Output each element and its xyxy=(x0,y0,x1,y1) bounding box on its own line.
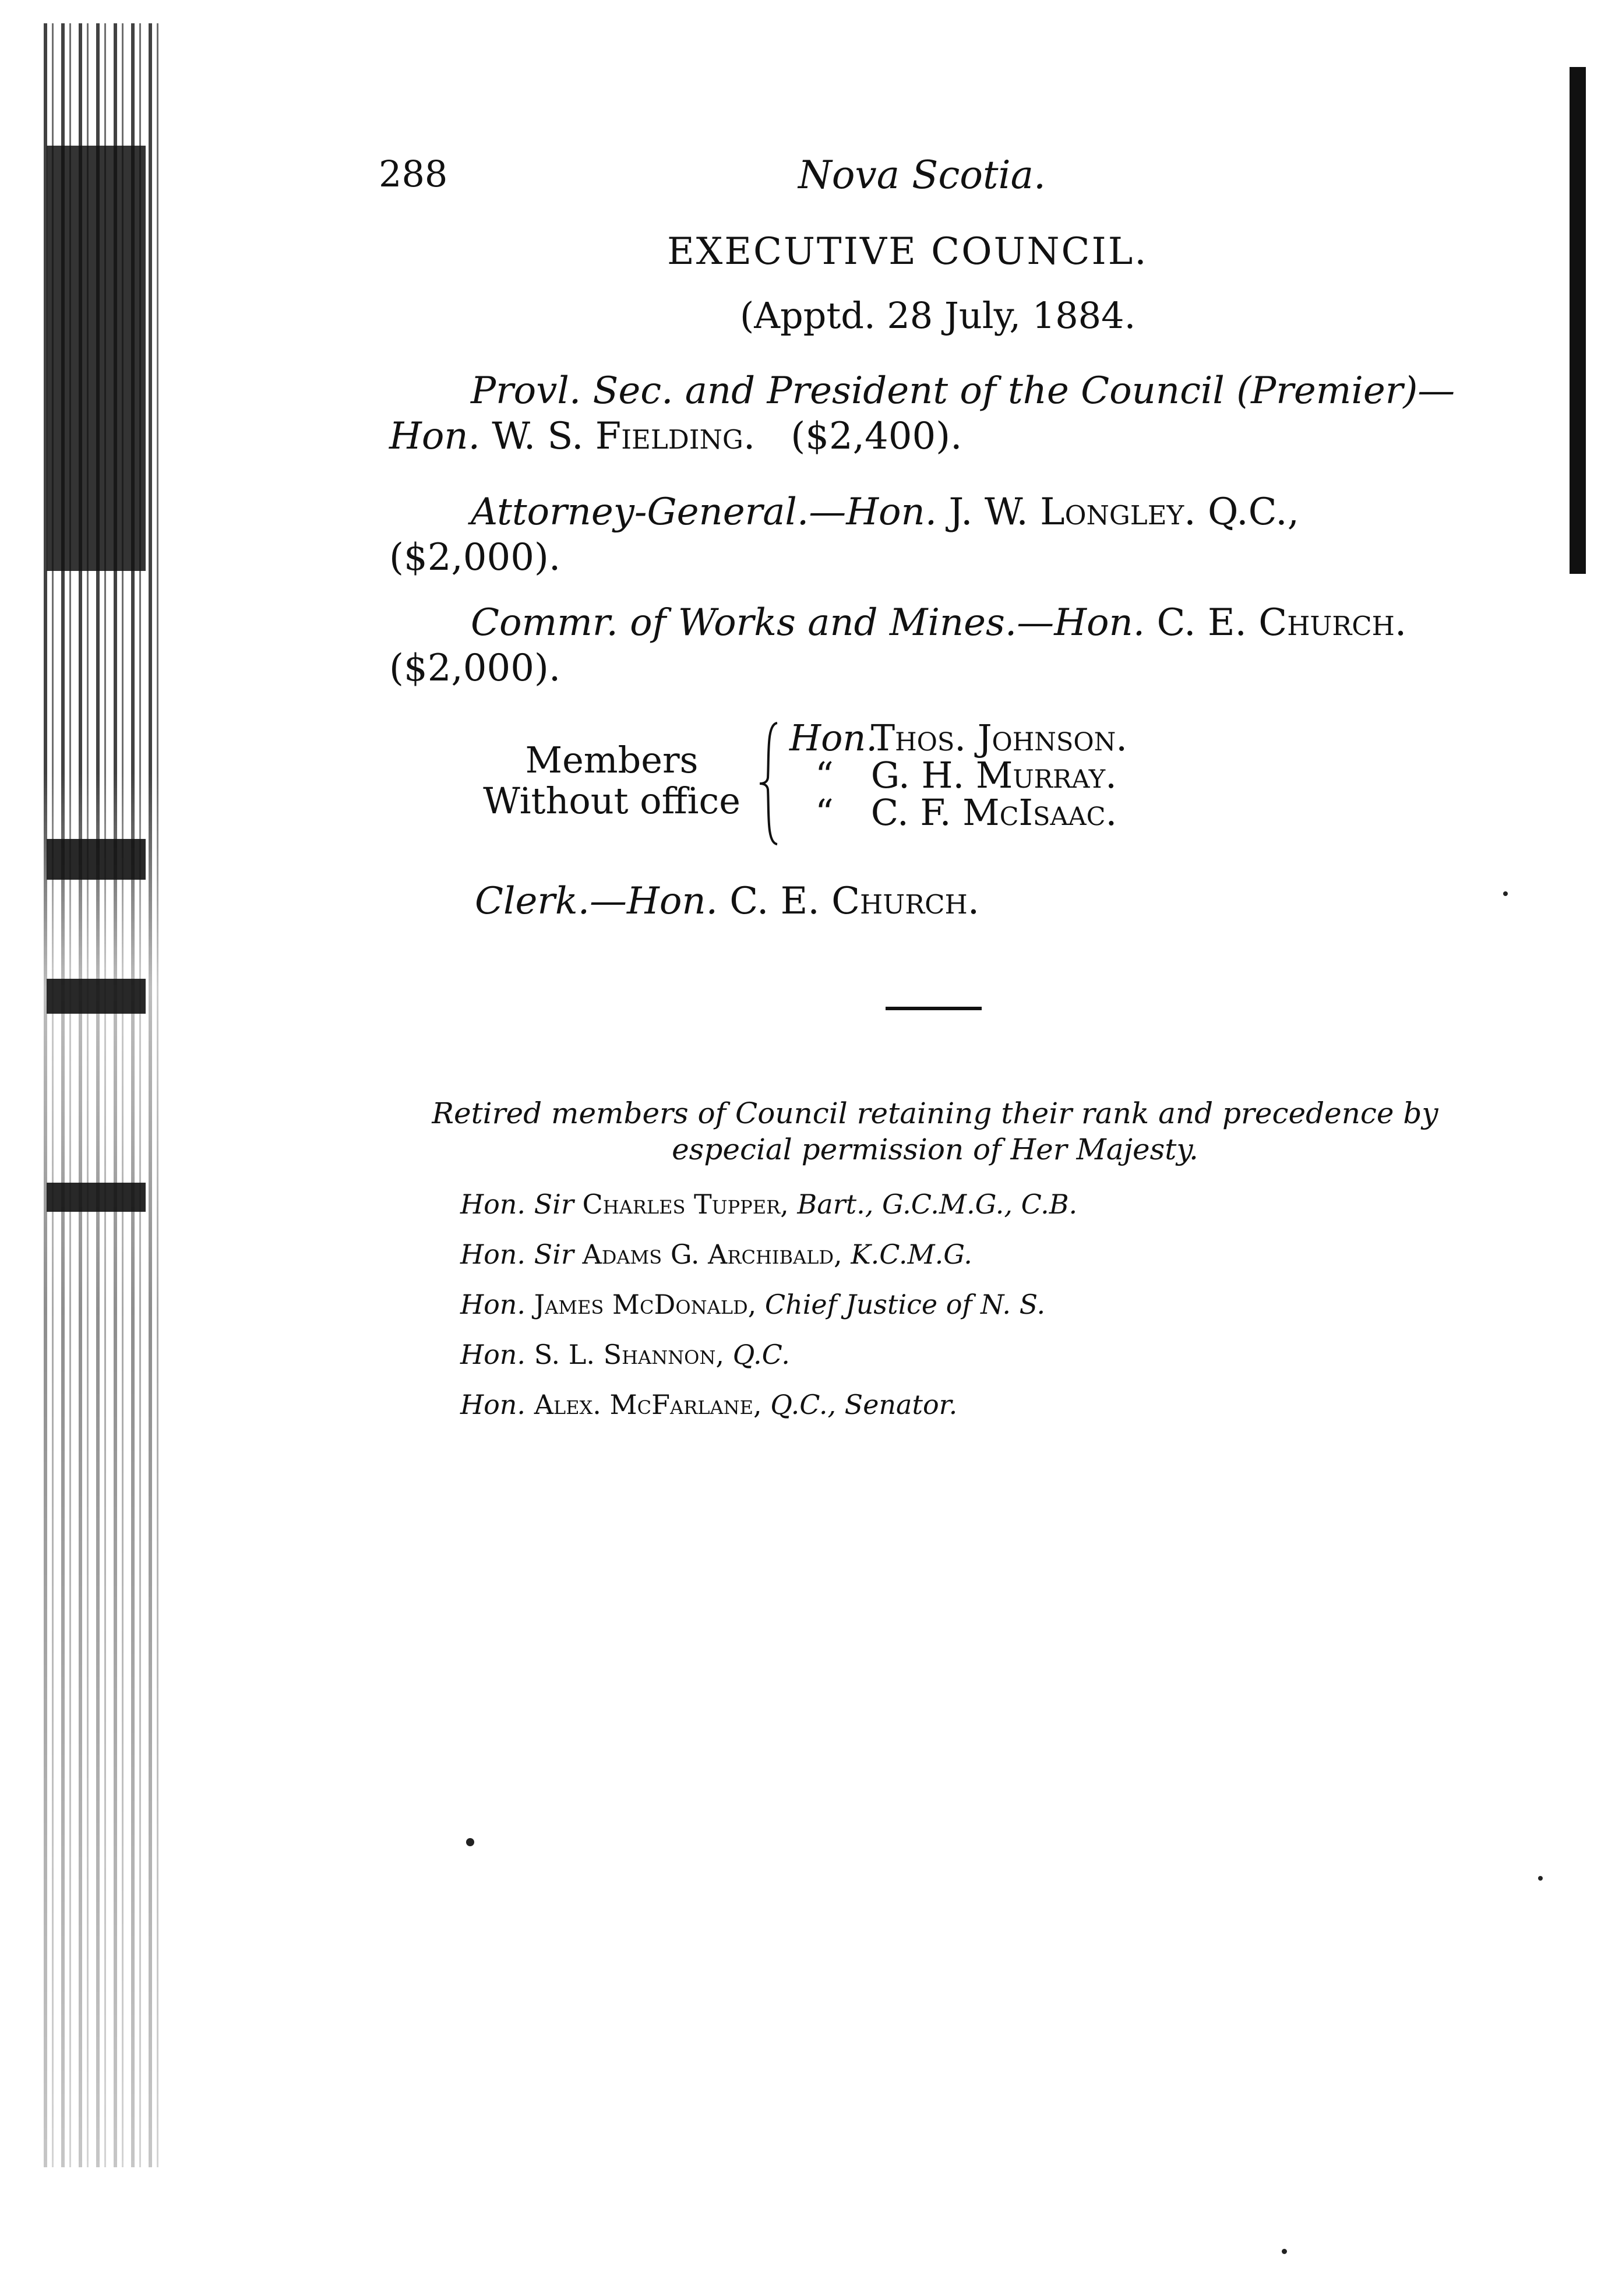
list-item: “ C. F. McIsaac. xyxy=(815,791,1117,834)
scan-artifact-block xyxy=(47,839,146,880)
retired-members-list xyxy=(460,1188,1077,1439)
brace-icon xyxy=(757,720,781,848)
scan-speck xyxy=(1503,891,1508,896)
scan-speck xyxy=(1538,1876,1543,1881)
section-heading: EXECUTIVE COUNCIL. xyxy=(667,230,1148,273)
scan-speck xyxy=(466,1838,474,1846)
section-divider xyxy=(886,1007,982,1010)
council-entry-works-mines xyxy=(389,600,1473,691)
scan-artifact-block xyxy=(47,1183,146,1212)
list-item: “ G. H. Murray. xyxy=(815,754,1117,796)
page-number: 288 xyxy=(379,153,448,195)
salary: ($2,400). xyxy=(791,415,962,458)
council-entry-premier xyxy=(389,368,1473,459)
scan-speck xyxy=(1282,2249,1287,2254)
clerk-label: Clerk.—Hon. xyxy=(475,880,718,923)
person-name: J. W. Longley. xyxy=(948,491,1196,534)
list-item: Hon. Alex. McFarlane, Q.C., Senator. xyxy=(460,1389,958,1420)
salary: ($2,000). xyxy=(389,647,561,690)
list-item: Hon. Sir Charles Tupper, Bart., G.C.M.G., C.B. xyxy=(460,1188,1078,1220)
person-name: C. E. Church. xyxy=(1156,601,1407,644)
person-name: C. E. Church. xyxy=(729,880,980,923)
members-without-office xyxy=(466,717,1282,853)
scan-edge-artifact-right xyxy=(1570,67,1586,574)
members-label: Members Without office xyxy=(483,739,740,822)
scan-artifact-block xyxy=(47,146,146,571)
office-title: Attorney-General.—Hon. xyxy=(471,491,937,534)
list-item: Hon. James McDonald, Chief Justice of N. S. xyxy=(460,1289,1046,1320)
clerk-entry xyxy=(475,880,979,923)
office-title: Commr. of Works and Mines.—Hon. xyxy=(471,601,1145,644)
person-name: W. S. Fielding. xyxy=(492,415,756,458)
office-title: Provl. Sec. and President of the Council (Premier)— xyxy=(471,369,1455,412)
list-item: Hon. Thos. Johnson. xyxy=(789,717,1127,759)
running-title: Nova Scotia. xyxy=(798,153,1046,197)
list-item: Hon. Sir Adams G. Archibald, K.C.M.G. xyxy=(460,1239,972,1270)
appointment-date: (Apptd. 28 July, 1884. xyxy=(740,294,1136,337)
list-item: Hon. S. L. Shannon, Q.C. xyxy=(460,1339,790,1370)
retired-members-intro: Retired members of Council retaining their rank and precedence by especial permission of Her Majesty. xyxy=(432,1096,1438,1166)
honorific: Hon. xyxy=(389,415,480,458)
salary: ($2,000). xyxy=(389,536,561,579)
post-nominal: Q.C., xyxy=(1207,491,1299,534)
page-header xyxy=(0,153,1601,199)
scan-artifact-block xyxy=(47,979,146,1014)
member-list xyxy=(789,717,1127,834)
council-entry-attorney-general xyxy=(389,489,1473,580)
